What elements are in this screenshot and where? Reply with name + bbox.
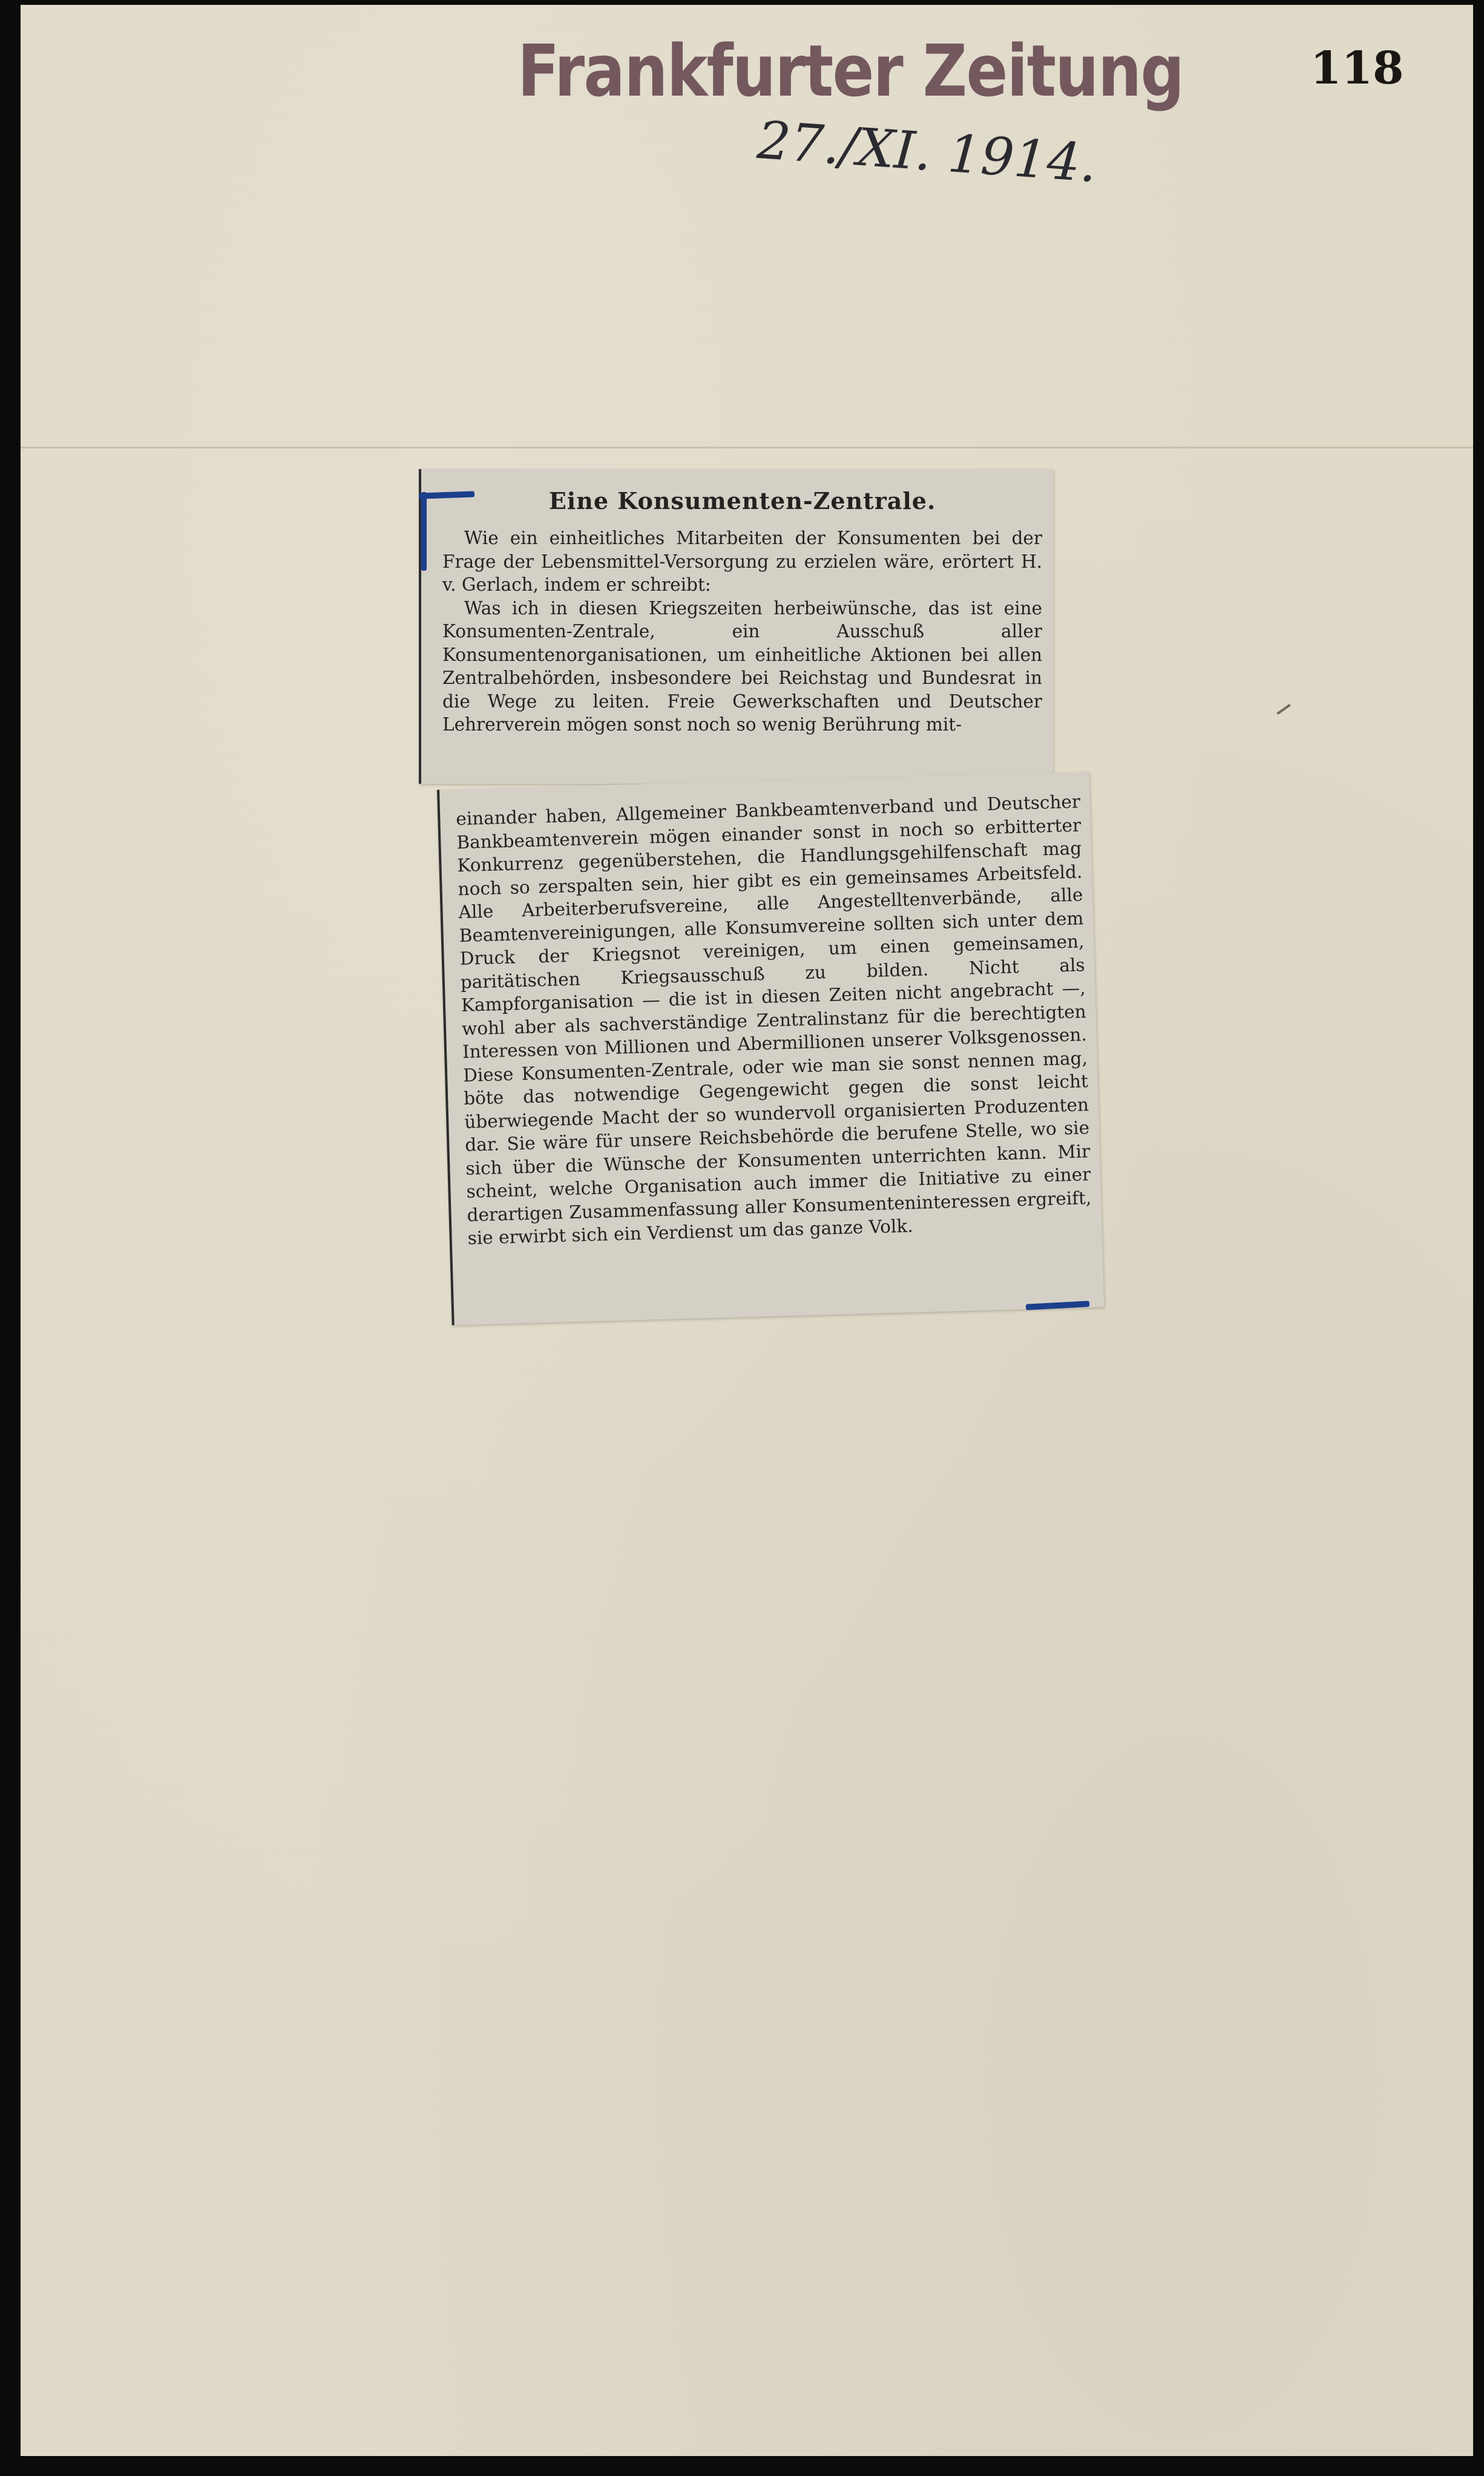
newspaper-clipping-part-1 — [419, 469, 1053, 784]
article-intro-paragraph: Wie ein einheitliches Mitarbeiten der Konsumenten bei der Frage der Lebensmittel-Versorgung zu erzielen wäre, erörtert H. v. Gerlach, indem er schreibt: — [442, 528, 1042, 595]
handwritten-date: 27./XI. 1914. — [755, 110, 1099, 194]
fold-line — [21, 447, 1473, 448]
page-number: 118 — [1310, 42, 1404, 94]
newspaper-clipping-part-2 — [437, 772, 1104, 1325]
article-headline: Eine Konsumenten-Zentrale. — [548, 487, 936, 514]
blue-pencil-bracket-side — [421, 492, 427, 571]
article-quote-paragraph-continued: einander haben, Allgemeiner Bankbeamtenverband und Deutscher Bankbeamtenverein mögen einander sonst in noch so erbitterter Konkurrenz gegenüberstehen, die Handlungsgehilfenschaft mag noch so zerspalten sein, hier gibt es ein gemeinsames Arbeitsfeld. Alle Arbeiterberufsvereine, alle Angestelltenverbände, alle Beamtenvereinigungen, alle Konsumvereine sollten sich unter dem Druck der Kriegsnot vereinigen, um einen gemeinsamen, paritätischen Kriegsausschuß zu bilden. Nicht als Kampforganisation — die ist in diesen Zeiten nicht angebracht —, wohl aber als sachverständige Zentralinstanz für die berechtigten Interessen von Millionen und Abermillionen unserer Volksgenossen. Diese Konsumenten-Zentrale, oder wie man sie sonst nennen mag, böte das notwendige Gegengewicht gegen die sonst leicht überwiegende Macht der so wundervoll organisierten Produzenten dar. Sie wäre für unsere Reichsbehörde die berufene Stelle, wo sie sich über die Wünsche der Konsumenten unterrichten kann. Mir scheint, welche Organisation auch immer die Initiative zu einer derartigen Zusammenfassung aller Konsumenteninteressen ergreift, sie erwirbt sich ein Verdienst um das ganze Volk. — [455, 791, 1092, 1249]
article-quote-paragraph-start: Was ich in diesen Kriegszeiten herbeiwünsche, das ist eine Konsumenten-Zentrale, ein Ausschuß aller Konsumentenorganisationen, um einheitliche Aktionen bei allen Zentralbehörden, insbesondere bei Reichstag und Bundesrat in die Wege zu leiten. Freie Gewerkschaften und Deutscher Lehrerverein mögen sonst noch so wenig Berührung mit- — [442, 597, 1042, 735]
newspaper-stamp: Frankfurter Zeitung — [517, 29, 1184, 113]
